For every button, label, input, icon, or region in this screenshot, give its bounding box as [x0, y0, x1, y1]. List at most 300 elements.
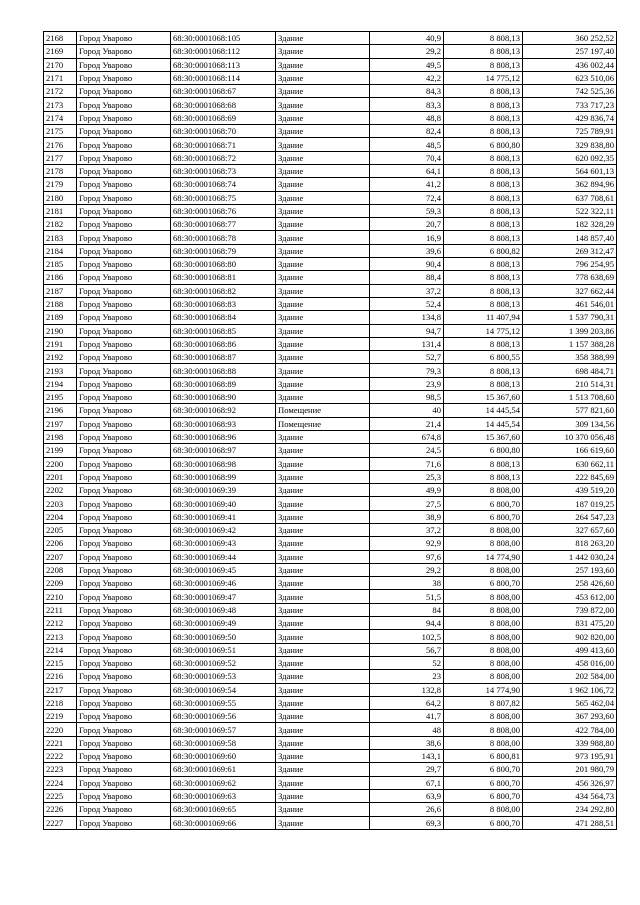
- table-row: [44, 710, 617, 723]
- locality-cell: Город Уварово: [77, 510, 171, 523]
- area-cell: 70,4: [370, 151, 444, 164]
- area-cell: 20,7: [370, 218, 444, 231]
- cadastral-value-table: [43, 31, 617, 830]
- locality-cell: Город Уварово: [77, 324, 171, 337]
- locality-cell: Город Уварово: [77, 630, 171, 643]
- specific-value-cell: 8 808,13: [444, 98, 523, 111]
- cadastral-value-cell: 739 872,00: [523, 603, 617, 616]
- area-cell: 98,5: [370, 391, 444, 404]
- area-cell: 83,3: [370, 98, 444, 111]
- cadastral-value-cell: 362 894,96: [523, 178, 617, 191]
- row-number-cell: 2195: [44, 391, 77, 404]
- object-type-cell: Здание: [276, 470, 370, 483]
- object-type-cell: Здание: [276, 550, 370, 563]
- row-number-cell: 2216: [44, 670, 77, 683]
- object-type-cell: Помещение: [276, 417, 370, 430]
- cadastral-value-cell: 461 546,01: [523, 297, 617, 310]
- row-number-cell: 2168: [44, 32, 77, 45]
- area-cell: 41,2: [370, 178, 444, 191]
- cadastral-number-cell: 68:30:0001068:71: [171, 138, 276, 151]
- cadastral-value-cell: 257 193,60: [523, 563, 617, 576]
- specific-value-cell: 8 808,00: [444, 643, 523, 656]
- row-number-cell: 2204: [44, 510, 77, 523]
- cadastral-number-cell: 68:30:0001069:61: [171, 763, 276, 776]
- specific-value-cell: 8 808,00: [444, 563, 523, 576]
- table-row: [44, 750, 617, 763]
- table-row: [44, 71, 617, 84]
- row-number-cell: 2198: [44, 430, 77, 443]
- cadastral-value-cell: 309 134,56: [523, 417, 617, 430]
- object-type-cell: Здание: [276, 271, 370, 284]
- specific-value-cell: 8 808,13: [444, 337, 523, 350]
- area-cell: 16,9: [370, 231, 444, 244]
- object-type-cell: Здание: [276, 789, 370, 802]
- area-cell: 49,9: [370, 484, 444, 497]
- table-row: [44, 297, 617, 310]
- cadastral-number-cell: 68:30:0001068:86: [171, 337, 276, 350]
- row-number-cell: 2175: [44, 125, 77, 138]
- row-number-cell: 2183: [44, 231, 77, 244]
- cadastral-value-cell: 269 312,47: [523, 244, 617, 257]
- row-number-cell: 2170: [44, 58, 77, 71]
- locality-cell: Город Уварово: [77, 484, 171, 497]
- row-number-cell: 2211: [44, 603, 77, 616]
- locality-cell: Город Уварово: [77, 577, 171, 590]
- area-cell: 38: [370, 577, 444, 590]
- locality-cell: Город Уварово: [77, 151, 171, 164]
- locality-cell: Город Уварово: [77, 218, 171, 231]
- table-body: [44, 32, 617, 830]
- specific-value-cell: 6 800,70: [444, 763, 523, 776]
- cadastral-value-cell: 471 288,51: [523, 816, 617, 829]
- locality-cell: Город Уварово: [77, 550, 171, 563]
- table-row: [44, 603, 617, 616]
- specific-value-cell: 14 775,12: [444, 71, 523, 84]
- table-row: [44, 590, 617, 603]
- area-cell: 56,7: [370, 643, 444, 656]
- specific-value-cell: 8 808,13: [444, 297, 523, 310]
- row-number-cell: 2212: [44, 617, 77, 630]
- area-cell: 82,4: [370, 125, 444, 138]
- cadastral-value-cell: 796 254,95: [523, 258, 617, 271]
- cadastral-number-cell: 68:30:0001069:56: [171, 710, 276, 723]
- locality-cell: Город Уварово: [77, 736, 171, 749]
- area-cell: 37,2: [370, 284, 444, 297]
- object-type-cell: Здание: [276, 537, 370, 550]
- locality-cell: Город Уварово: [77, 258, 171, 271]
- object-type-cell: Здание: [276, 670, 370, 683]
- row-number-cell: 2220: [44, 723, 77, 736]
- cadastral-number-cell: 68:30:0001068:82: [171, 284, 276, 297]
- row-number-cell: 2206: [44, 537, 77, 550]
- row-number-cell: 2221: [44, 736, 77, 749]
- area-cell: 64,1: [370, 164, 444, 177]
- specific-value-cell: 11 407,94: [444, 311, 523, 324]
- specific-value-cell: 8 808,13: [444, 284, 523, 297]
- locality-cell: Город Уварово: [77, 523, 171, 536]
- cadastral-value-cell: 522 322,11: [523, 204, 617, 217]
- locality-cell: Город Уварово: [77, 164, 171, 177]
- locality-cell: Город Уварово: [77, 816, 171, 829]
- specific-value-cell: 8 808,13: [444, 45, 523, 58]
- specific-value-cell: 8 808,00: [444, 617, 523, 630]
- cadastral-value-cell: 698 484,71: [523, 364, 617, 377]
- area-cell: 48,8: [370, 111, 444, 124]
- cadastral-value-cell: 1 442 030,24: [523, 550, 617, 563]
- cadastral-number-cell: 68:30:0001069:41: [171, 510, 276, 523]
- table-row: [44, 111, 617, 124]
- row-number-cell: 2190: [44, 324, 77, 337]
- row-number-cell: 2193: [44, 364, 77, 377]
- object-type-cell: Здание: [276, 231, 370, 244]
- area-cell: 84: [370, 603, 444, 616]
- area-cell: 29,7: [370, 763, 444, 776]
- specific-value-cell: 8 808,00: [444, 656, 523, 669]
- object-type-cell: Здание: [276, 364, 370, 377]
- locality-cell: Город Уварово: [77, 125, 171, 138]
- area-cell: 40: [370, 404, 444, 417]
- specific-value-cell: 6 800,70: [444, 816, 523, 829]
- table-row: [44, 204, 617, 217]
- object-type-cell: Здание: [276, 457, 370, 470]
- specific-value-cell: 6 800,55: [444, 351, 523, 364]
- cadastral-number-cell: 68:30:0001069:66: [171, 816, 276, 829]
- table-row: [44, 191, 617, 204]
- cadastral-number-cell: 68:30:0001068:90: [171, 391, 276, 404]
- area-cell: 94,7: [370, 324, 444, 337]
- row-number-cell: 2173: [44, 98, 77, 111]
- object-type-cell: Здание: [276, 337, 370, 350]
- locality-cell: Город Уварово: [77, 178, 171, 191]
- specific-value-cell: 8 808,13: [444, 231, 523, 244]
- cadastral-value-cell: 201 980,79: [523, 763, 617, 776]
- specific-value-cell: 6 800,80: [444, 138, 523, 151]
- cadastral-number-cell: 68:30:0001069:54: [171, 683, 276, 696]
- locality-cell: Город Уварово: [77, 643, 171, 656]
- locality-cell: Город Уварово: [77, 351, 171, 364]
- specific-value-cell: 14 445,54: [444, 417, 523, 430]
- cadastral-value-cell: 637 708,61: [523, 191, 617, 204]
- object-type-cell: Здание: [276, 683, 370, 696]
- table-row: [44, 178, 617, 191]
- row-number-cell: 2192: [44, 351, 77, 364]
- table-row: [44, 457, 617, 470]
- cadastral-value-cell: 620 092,35: [523, 151, 617, 164]
- cadastral-number-cell: 68:30:0001068:92: [171, 404, 276, 417]
- specific-value-cell: 15 367,60: [444, 430, 523, 443]
- object-type-cell: Здание: [276, 178, 370, 191]
- object-type-cell: Здание: [276, 577, 370, 590]
- area-cell: 59,3: [370, 204, 444, 217]
- object-type-cell: Здание: [276, 750, 370, 763]
- specific-value-cell: 6 800,82: [444, 244, 523, 257]
- area-cell: 69,3: [370, 816, 444, 829]
- row-number-cell: 2176: [44, 138, 77, 151]
- object-type-cell: Здание: [276, 244, 370, 257]
- row-number-cell: 2219: [44, 710, 77, 723]
- area-cell: 134,8: [370, 311, 444, 324]
- cadastral-number-cell: 68:30:0001069:42: [171, 523, 276, 536]
- locality-cell: Город Уварово: [77, 670, 171, 683]
- row-number-cell: 2177: [44, 151, 77, 164]
- locality-cell: Город Уварово: [77, 204, 171, 217]
- row-number-cell: 2227: [44, 816, 77, 829]
- cadastral-number-cell: 68:30:0001069:51: [171, 643, 276, 656]
- locality-cell: Город Уварово: [77, 111, 171, 124]
- area-cell: 38,6: [370, 736, 444, 749]
- area-cell: 37,2: [370, 523, 444, 536]
- locality-cell: Город Уварово: [77, 750, 171, 763]
- object-type-cell: Здание: [276, 391, 370, 404]
- cadastral-number-cell: 68:30:0001068:112: [171, 45, 276, 58]
- locality-cell: Город Уварово: [77, 297, 171, 310]
- table-row: [44, 324, 617, 337]
- cadastral-number-cell: 68:30:0001068:99: [171, 470, 276, 483]
- object-type-cell: Здание: [276, 497, 370, 510]
- locality-cell: Город Уварово: [77, 710, 171, 723]
- cadastral-value-cell: 182 328,29: [523, 218, 617, 231]
- object-type-cell: Здание: [276, 151, 370, 164]
- table-row: [44, 271, 617, 284]
- table-row: [44, 537, 617, 550]
- locality-cell: Город Уварово: [77, 58, 171, 71]
- specific-value-cell: 6 800,70: [444, 789, 523, 802]
- locality-cell: Город Уварово: [77, 244, 171, 257]
- row-number-cell: 2169: [44, 45, 77, 58]
- area-cell: 27,5: [370, 497, 444, 510]
- area-cell: 48,5: [370, 138, 444, 151]
- locality-cell: Город Уварово: [77, 391, 171, 404]
- table-row: [44, 776, 617, 789]
- object-type-cell: Здание: [276, 430, 370, 443]
- cadastral-value-cell: 725 789,91: [523, 125, 617, 138]
- row-number-cell: 2214: [44, 643, 77, 656]
- table-row: [44, 58, 617, 71]
- specific-value-cell: 6 800,70: [444, 577, 523, 590]
- cadastral-value-cell: 222 845,69: [523, 470, 617, 483]
- row-number-cell: 2182: [44, 218, 77, 231]
- locality-cell: Город Уварово: [77, 377, 171, 390]
- cadastral-value-cell: 831 475,20: [523, 617, 617, 630]
- area-cell: 674,8: [370, 430, 444, 443]
- locality-cell: Город Уварово: [77, 98, 171, 111]
- object-type-cell: Здание: [276, 58, 370, 71]
- cadastral-value-cell: 577 821,60: [523, 404, 617, 417]
- row-number-cell: 2201: [44, 470, 77, 483]
- row-number-cell: 2184: [44, 244, 77, 257]
- row-number-cell: 2191: [44, 337, 77, 350]
- object-type-cell: Здание: [276, 377, 370, 390]
- area-cell: 29,2: [370, 45, 444, 58]
- row-number-cell: 2222: [44, 750, 77, 763]
- table-row: [44, 643, 617, 656]
- specific-value-cell: 8 808,00: [444, 670, 523, 683]
- object-type-cell: Здание: [276, 630, 370, 643]
- table-row: [44, 364, 617, 377]
- cadastral-number-cell: 68:30:0001068:73: [171, 164, 276, 177]
- row-number-cell: 2199: [44, 444, 77, 457]
- table-row: [44, 231, 617, 244]
- cadastral-value-cell: 358 388,99: [523, 351, 617, 364]
- table-row: [44, 617, 617, 630]
- object-type-cell: Здание: [276, 351, 370, 364]
- specific-value-cell: 8 808,13: [444, 58, 523, 71]
- table-row: [44, 125, 617, 138]
- locality-cell: Город Уварово: [77, 430, 171, 443]
- specific-value-cell: 8 808,00: [444, 523, 523, 536]
- table-row: [44, 470, 617, 483]
- cadastral-value-cell: 429 836,74: [523, 111, 617, 124]
- object-type-cell: Здание: [276, 696, 370, 709]
- specific-value-cell: 8 808,13: [444, 470, 523, 483]
- specific-value-cell: 6 800,80: [444, 444, 523, 457]
- cadastral-value-cell: 434 564,73: [523, 789, 617, 802]
- table-row: [44, 550, 617, 563]
- locality-cell: Город Уварово: [77, 32, 171, 45]
- object-type-cell: Здание: [276, 125, 370, 138]
- area-cell: 49,5: [370, 58, 444, 71]
- cadastral-value-cell: 630 662,11: [523, 457, 617, 470]
- area-cell: 39,6: [370, 244, 444, 257]
- object-type-cell: Здание: [276, 45, 370, 58]
- object-type-cell: Помещение: [276, 404, 370, 417]
- locality-cell: Город Уварово: [77, 71, 171, 84]
- table-row: [44, 816, 617, 829]
- object-type-cell: Здание: [276, 311, 370, 324]
- object-type-cell: Здание: [276, 816, 370, 829]
- locality-cell: Город Уварово: [77, 537, 171, 550]
- row-number-cell: 2185: [44, 258, 77, 271]
- locality-cell: Город Уварово: [77, 311, 171, 324]
- locality-cell: Город Уварово: [77, 656, 171, 669]
- specific-value-cell: 8 808,13: [444, 125, 523, 138]
- area-cell: 29,2: [370, 563, 444, 576]
- area-cell: 24,5: [370, 444, 444, 457]
- table-row: [44, 763, 617, 776]
- locality-cell: Город Уварово: [77, 763, 171, 776]
- cadastral-number-cell: 68:30:0001069:58: [171, 736, 276, 749]
- object-type-cell: Здание: [276, 710, 370, 723]
- locality-cell: Город Уварово: [77, 45, 171, 58]
- table-row: [44, 85, 617, 98]
- locality-cell: Город Уварово: [77, 776, 171, 789]
- specific-value-cell: 14 775,12: [444, 324, 523, 337]
- area-cell: 92,9: [370, 537, 444, 550]
- object-type-cell: Здание: [276, 71, 370, 84]
- table-row: [44, 656, 617, 669]
- cadastral-number-cell: 68:30:0001068:96: [171, 430, 276, 443]
- cadastral-number-cell: 68:30:0001068:68: [171, 98, 276, 111]
- table-row: [44, 723, 617, 736]
- object-type-cell: Здание: [276, 643, 370, 656]
- cadastral-number-cell: 68:30:0001068:84: [171, 311, 276, 324]
- cadastral-number-cell: 68:30:0001069:43: [171, 537, 276, 550]
- cadastral-number-cell: 68:30:0001069:44: [171, 550, 276, 563]
- specific-value-cell: 6 800,81: [444, 750, 523, 763]
- cadastral-number-cell: 68:30:0001069:65: [171, 803, 276, 816]
- table-row: [44, 577, 617, 590]
- table-row: [44, 377, 617, 390]
- cadastral-value-cell: 733 717,23: [523, 98, 617, 111]
- specific-value-cell: 8 808,00: [444, 590, 523, 603]
- area-cell: 71,6: [370, 457, 444, 470]
- area-cell: 41,7: [370, 710, 444, 723]
- object-type-cell: Здание: [276, 98, 370, 111]
- table-row: [44, 803, 617, 816]
- cadastral-value-cell: 1 962 106,72: [523, 683, 617, 696]
- object-type-cell: Здание: [276, 523, 370, 536]
- table-row: [44, 98, 617, 111]
- row-number-cell: 2203: [44, 497, 77, 510]
- table-row: [44, 683, 617, 696]
- locality-cell: Город Уварово: [77, 803, 171, 816]
- specific-value-cell: 8 808,13: [444, 85, 523, 98]
- object-type-cell: Здание: [276, 32, 370, 45]
- table-row: [44, 151, 617, 164]
- cadastral-number-cell: 68:30:0001069:60: [171, 750, 276, 763]
- cadastral-number-cell: 68:30:0001068:74: [171, 178, 276, 191]
- row-number-cell: 2181: [44, 204, 77, 217]
- locality-cell: Город Уварово: [77, 231, 171, 244]
- locality-cell: Город Уварово: [77, 138, 171, 151]
- object-type-cell: Здание: [276, 510, 370, 523]
- object-type-cell: Здание: [276, 164, 370, 177]
- specific-value-cell: 8 808,00: [444, 537, 523, 550]
- cadastral-number-cell: 68:30:0001069:52: [171, 656, 276, 669]
- area-cell: 25,3: [370, 470, 444, 483]
- area-cell: 84,3: [370, 85, 444, 98]
- cadastral-number-cell: 68:30:0001068:83: [171, 297, 276, 310]
- object-type-cell: Здание: [276, 656, 370, 669]
- cadastral-number-cell: 68:30:0001068:105: [171, 32, 276, 45]
- cadastral-value-cell: 1 513 708,60: [523, 391, 617, 404]
- table-row: [44, 284, 617, 297]
- row-number-cell: 2218: [44, 696, 77, 709]
- row-number-cell: 2207: [44, 550, 77, 563]
- area-cell: 51,5: [370, 590, 444, 603]
- locality-cell: Город Уварово: [77, 404, 171, 417]
- table-row: [44, 337, 617, 350]
- locality-cell: Город Уварово: [77, 337, 171, 350]
- cadastral-value-cell: 1 399 203,86: [523, 324, 617, 337]
- area-cell: 72,4: [370, 191, 444, 204]
- row-number-cell: 2210: [44, 590, 77, 603]
- row-number-cell: 2213: [44, 630, 77, 643]
- cadastral-number-cell: 68:30:0001068:80: [171, 258, 276, 271]
- locality-cell: Город Уварово: [77, 603, 171, 616]
- object-type-cell: Здание: [276, 444, 370, 457]
- cadastral-value-cell: 329 838,80: [523, 138, 617, 151]
- area-cell: 63,9: [370, 789, 444, 802]
- object-type-cell: Здание: [276, 776, 370, 789]
- area-cell: 64,2: [370, 696, 444, 709]
- cadastral-number-cell: 68:30:0001069:53: [171, 670, 276, 683]
- object-type-cell: Здание: [276, 85, 370, 98]
- cadastral-value-cell: 339 988,80: [523, 736, 617, 749]
- cadastral-number-cell: 68:30:0001069:46: [171, 577, 276, 590]
- table-row: [44, 311, 617, 324]
- area-cell: 48: [370, 723, 444, 736]
- cadastral-number-cell: 68:30:0001068:87: [171, 351, 276, 364]
- area-cell: 42,2: [370, 71, 444, 84]
- cadastral-number-cell: 68:30:0001068:76: [171, 204, 276, 217]
- area-cell: 94,4: [370, 617, 444, 630]
- specific-value-cell: 6 800,70: [444, 497, 523, 510]
- object-type-cell: Здание: [276, 284, 370, 297]
- cadastral-value-cell: 902 820,00: [523, 630, 617, 643]
- area-cell: 131,4: [370, 337, 444, 350]
- cadastral-number-cell: 68:30:0001069:50: [171, 630, 276, 643]
